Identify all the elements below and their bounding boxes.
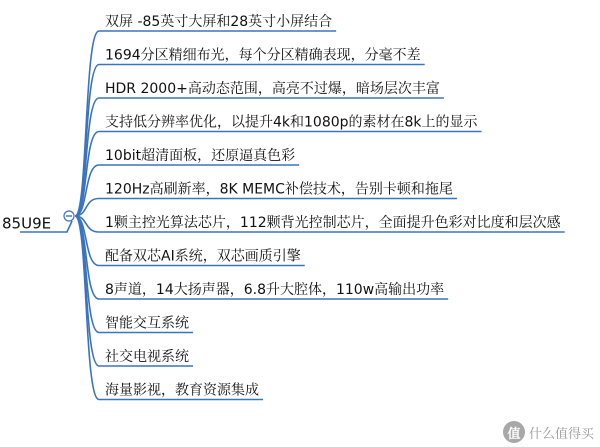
watermark-logo-icon: 值 [503, 421, 525, 443]
branch-node[interactable]: 智能交互系统 [105, 315, 189, 332]
watermark [503, 421, 594, 443]
branch-node[interactable]: 8声道，14大扬声器，6.8升大腔体，110w高输出功率 [105, 282, 445, 298]
branch-node[interactable]: 海量影视，教育资源集成 [105, 382, 259, 399]
branch-labels [105, 13, 561, 399]
branch-node[interactable]: 社交电视系统 [105, 349, 189, 365]
branch-connector [75, 216, 99, 366]
collapse-toggle-icon[interactable] [64, 211, 74, 221]
branch-node[interactable]: 配备双芯AI系统，双芯画质引擎 [105, 248, 301, 265]
branch-node[interactable]: 1颗主控光算法芯片，112颗背光控制芯片，全面提升色彩对比度和层次感 [105, 215, 561, 231]
branch-node[interactable]: HDR 2000+高动态范围，高亮不过爆，暗场层次丰富 [105, 81, 440, 97]
branch-node[interactable]: 支持低分辨率优化，以提升4k和1080p的素材在8k上的显示 [105, 114, 478, 131]
watermark-text: 什么值得买 [528, 426, 594, 442]
root-node[interactable]: 85U9E [2, 214, 52, 233]
branch-node[interactable]: 双屏 -85英寸大屏和28英寸小屏结合 [105, 14, 333, 30]
branch-node[interactable]: 120Hz高刷新率，8K MEMC补偿技术，告别卡顿和拖尾 [105, 181, 453, 198]
branch-node[interactable]: 10bit超清面板，还原逼真色彩 [105, 148, 296, 164]
branch-node[interactable]: 1694分区精细布光，每个分区精确表现，分毫不差 [105, 47, 421, 64]
